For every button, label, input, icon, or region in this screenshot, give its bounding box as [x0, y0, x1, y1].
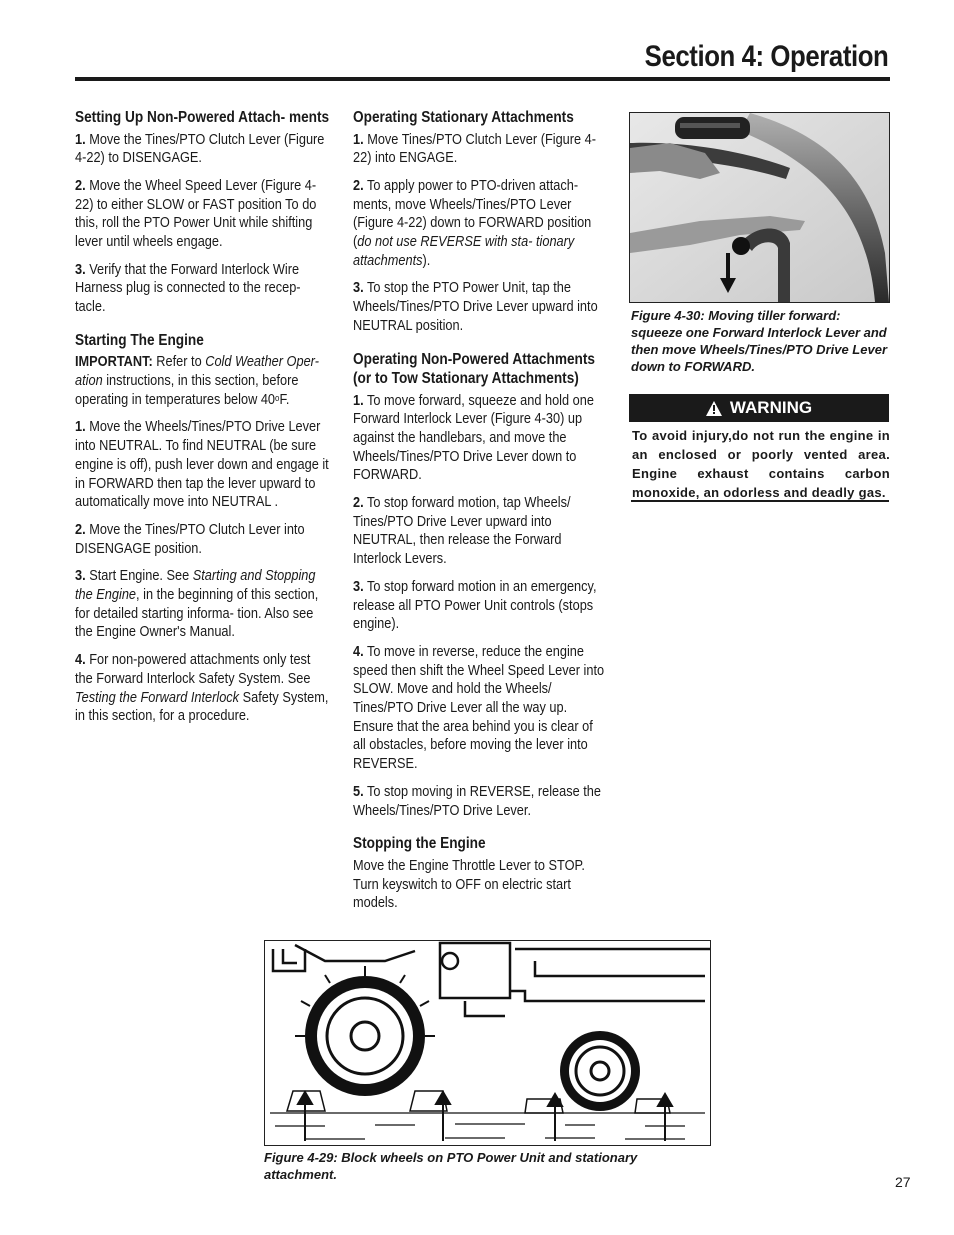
nonpowered-step-1: 1. To move forward, squeeze and hold one Forward Interlock Lever (Figure 4-30) up against the handlebars, and move the Wheels/Tines/PTO Drive Lever down to FORWARD.: [353, 392, 594, 484]
stationary-step-2: 2. To apply power to PTO-driven attach- ments, move Wheels/Tines/PTO Lever (Figure 4-22) down to FORWARD position (do not use REVERSE with sta- tionary attachments).: [353, 177, 592, 269]
column-left: [75, 108, 335, 735]
nonpowered-step-5: 5. To stop moving in REVERSE, release the Wheels/Tines/PTO Drive Lever.: [353, 783, 602, 819]
start-step-2: 2. Move the Tines/PTO Clutch Lever into DISENGAGE position.: [75, 521, 305, 557]
figure-4-29-drawing: [264, 940, 711, 1146]
warning-banner: [629, 394, 889, 422]
heading-non-powered: Operating Non-Powered Attachments (or to Tow Stationary Attachments): [353, 350, 596, 388]
blocked-wheels-drawing: [265, 941, 710, 1145]
page-number: 27: [895, 1174, 911, 1190]
header-rule: [75, 77, 890, 81]
tiller-handle-photo: [630, 113, 889, 302]
warning-label: WARNING: [729, 398, 813, 417]
warning-triangle-icon: [706, 401, 722, 416]
figure-4-29-caption: Figure 4-29: Block wheels on PTO Power Unit and stationary attachment.: [264, 1150, 638, 1182]
page-title: Section 4: Operation: [644, 40, 888, 73]
start-step-1: 1. Move the Wheels/Tines/PTO Drive Lever into NEUTRAL. To find NEUTRAL (be sure engine is off), push lever down and engage it in FORWARD then tap the lever upward to automatically move into NEUTRAL .: [75, 419, 329, 511]
heading-stopping-engine: Stopping the Engine: [353, 835, 486, 853]
start-step-3: 3. Start Engine. See Starting and Stopping the Engine, in the beginning of this section, for detailed starting informa- tion. Also see the Engine Owner's Manual.: [75, 568, 319, 641]
nonpowered-step-2: 2. To stop forward motion, tap Wheels/ Tines/PTO Drive Lever upward into NEUTRAL, then release the Forward Interlock Levers.: [353, 495, 571, 568]
setup-step-3: 3. Verify that the Forward Interlock Wire Harness plug is connected to the recep- tacle.: [75, 261, 301, 316]
warning-text: To avoid injury,do not run the engine in an enclosed or poorly vented area. Engine exhaust contains carbon monoxide, an odorless and deadly gas.: [632, 428, 890, 500]
start-step-4: 4. For non-powered attachments only test the Forward Interlock Safety System. See Testing the Forward Interlock Safety System, in this section, for a procedure.: [75, 652, 329, 725]
nonpowered-step-3: 3. To stop forward motion in an emergency, release all PTO Power Unit controls (stops engine).: [353, 578, 597, 633]
heading-stationary: Operating Stationary Attachments: [353, 109, 574, 126]
column-middle: [353, 108, 613, 922]
important-note: IMPORTANT: Refer to Cold Weather Oper- ation instructions, in this section, before operating in temperatures below 40$^o$F.: [75, 354, 319, 408]
stationary-step-3: 3. To stop the PTO Power Unit, tap the Wheels/Tines/PTO Drive Lever upward into NEUTRAL position.: [353, 280, 598, 334]
warning-rule: [631, 500, 889, 502]
setup-step-2: 2. Move the Wheel Speed Lever (Figure 4-22) to either SLOW or FAST position To do this, roll the PTO Power Unit while shifting lever until wheels engage.: [75, 177, 317, 251]
nonpowered-step-4: 4. To move in reverse, reduce the engine speed then shift the Wheel Speed Lever into SLOW. Move and hold the Wheels/ Tines/PTO Drive Lever all the way up. Ensure that the area behind you is clear of all obstacles, before moving the lever into REVERSE.: [353, 643, 605, 773]
stopping-text: Move the Engine Throttle Lever to STOP. Turn keyswitch to OFF on electric start models.: [353, 857, 585, 912]
figure-4-30-photo: [629, 112, 890, 303]
stationary-step-1: 1. Move Tines/PTO Clutch Lever (Figure 4-22) into ENGAGE.: [353, 131, 597, 167]
setup-step-1: 1. Move the Tines/PTO Clutch Lever (Figure 4-22) to DISENGAGE.: [75, 131, 325, 167]
heading-starting-engine: Starting The Engine: [75, 331, 204, 349]
heading-setting-up: Setting Up Non-Powered Attach- ments: [75, 109, 330, 126]
figure-4-30-caption: Figure 4-30: Moving tiller forward: squeeze one Forward Interlock Lever and then move Wheels/Tines/PTO Drive Lever down to FORWARD.: [631, 308, 888, 374]
